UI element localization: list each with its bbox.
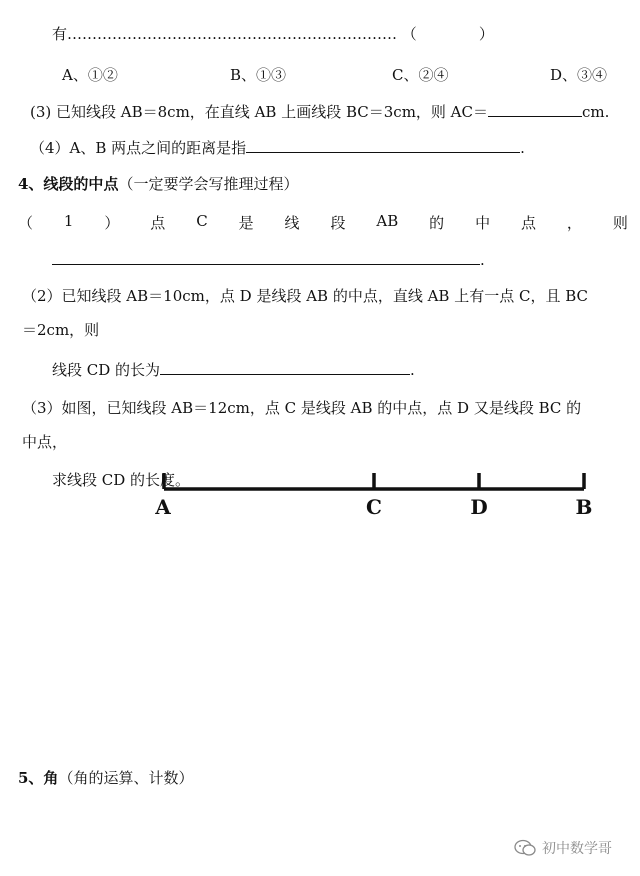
s4-q1-end: .: [480, 251, 485, 269]
answer-paren-close: ）: [478, 25, 494, 43]
s4-q1-token: 则: [612, 214, 628, 232]
option-a[interactable]: A、①②: [62, 66, 118, 84]
s4-q3-line2: 中点，: [22, 433, 68, 451]
s4-q1-token: 中: [475, 214, 491, 232]
option-d[interactable]: D、③④: [550, 66, 608, 84]
answer-paren-open: （: [401, 25, 417, 43]
watermark: [514, 838, 612, 858]
option-c[interactable]: C、②④: [392, 66, 449, 84]
point-a-label: A: [155, 495, 171, 519]
point-b-label: B: [575, 495, 593, 519]
s4-q1-token: 线: [284, 214, 300, 232]
s4-q1-token: C: [196, 212, 208, 230]
s4-q1-token: 是: [238, 214, 254, 232]
section-4-note: （一定要学会写推理过程）: [118, 175, 299, 193]
wechat-icon: [514, 839, 536, 857]
s4-q1-token: ）: [104, 214, 120, 232]
s4-q2-line2: ＝2cm，则: [22, 321, 100, 339]
point-d-label: D: [470, 495, 488, 519]
watermark-text: 初中数学哥: [542, 841, 612, 857]
s4-q1-token: AB: [376, 212, 399, 230]
stem-tail-text: 有: [52, 25, 68, 43]
s4-q3-line3: 求线段 CD 的长度。: [52, 471, 191, 489]
section-4-title: 4、线段的中点: [18, 175, 119, 193]
s4-q1-token: 段: [330, 214, 346, 232]
s4-q1-token: 的: [429, 214, 445, 232]
s4-q2-line1: （2）已知线段 AB＝10cm，点 D 是线段 AB 的中点，直线 AB 上有一点 C，且 BC: [22, 287, 589, 305]
leader-dots: …………………………………………………………: [67, 25, 398, 43]
section-5-heading: [18, 768, 193, 788]
s4-q1-token: （: [18, 214, 34, 232]
option-b[interactable]: B、①③: [230, 66, 287, 84]
q4-text: （4）A、B 两点之间的距离是指: [30, 139, 247, 157]
q3-text: (3) 已知线段 AB＝8cm，在直线 AB 上画线段 BC＝3cm，则 AC＝: [30, 103, 488, 121]
q3-unit: cm.: [582, 103, 610, 121]
section-5-title: 5、角: [18, 769, 59, 787]
s4-q3-line1: （3）如图，已知线段 AB＝12cm，点 C 是线段 AB 的中点，点 D 又是线段 BC 的: [22, 399, 582, 417]
s4-q1-token: 点: [150, 214, 166, 232]
s4-q2-end: .: [410, 361, 415, 379]
s4-q1-token: 点: [520, 214, 536, 232]
point-c-label: C: [366, 495, 382, 519]
s4-q2-prompt: 线段 CD 的长为: [52, 361, 161, 379]
s4-q1-token: ，: [566, 214, 582, 232]
q4-end: .: [520, 139, 525, 157]
s4-q1-token: 1: [63, 212, 74, 230]
section-5-note: （角的运算、计数）: [58, 769, 194, 787]
